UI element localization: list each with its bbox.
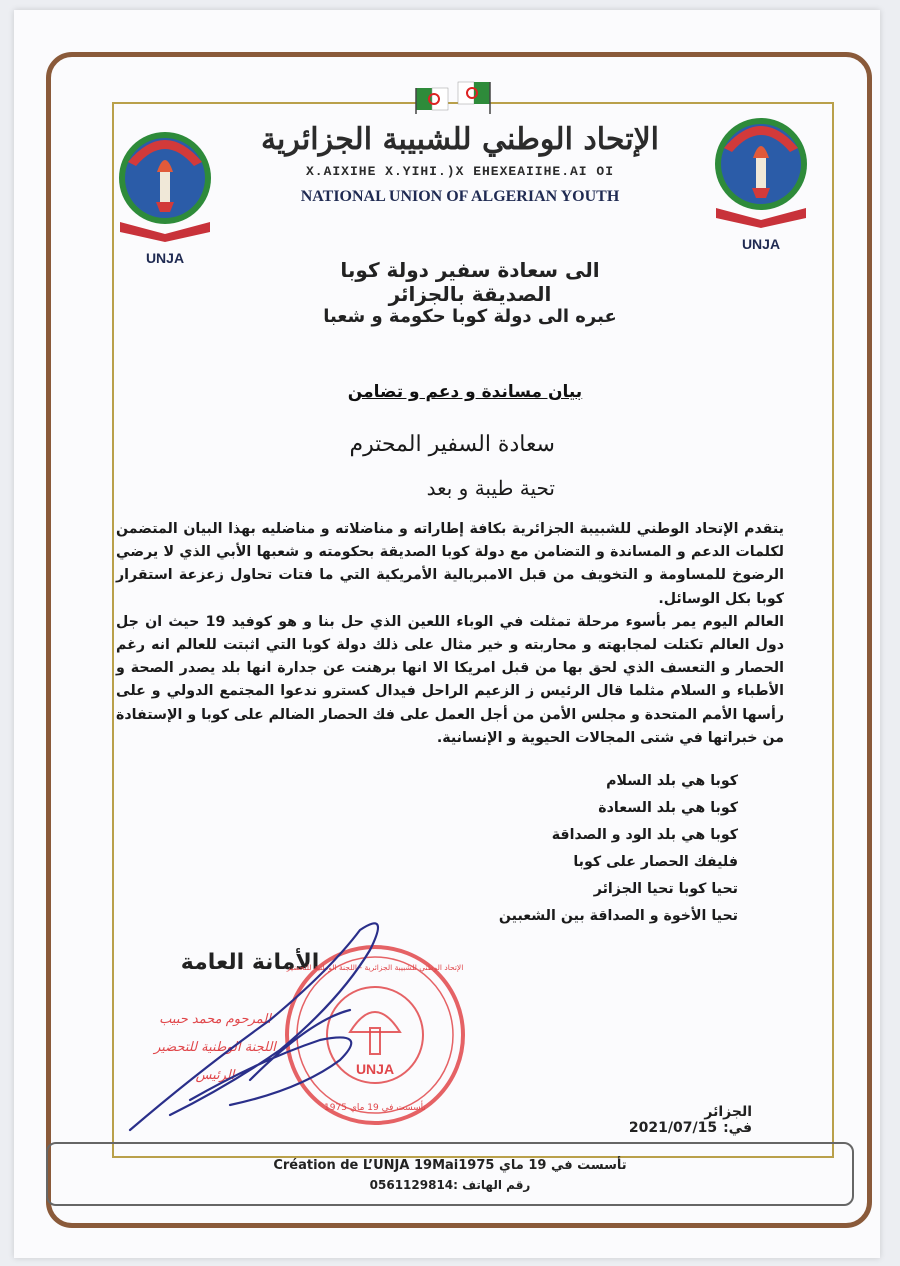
unja-emblem-icon bbox=[110, 122, 220, 244]
unja-logo-left bbox=[110, 122, 220, 266]
footer-phone-value: 0561129814 bbox=[369, 1178, 454, 1192]
slogan-item: تحيا كوبا تحيا الجزائر bbox=[593, 881, 738, 897]
addressee-line-1: الى سعادة سفير دولة كوبا الصديقة بالجزائر bbox=[340, 258, 600, 306]
slogan-item: كوبا هي بلد السلام bbox=[606, 773, 738, 789]
footer-phone-label: رقم الهاتف : bbox=[453, 1178, 531, 1192]
footer-box bbox=[46, 1142, 854, 1206]
footer-founding-line bbox=[48, 1158, 852, 1173]
flags-emblem bbox=[410, 74, 500, 114]
body-paragraph-2: العالم اليوم يمر بأسوء مرحلة تمثلت في الوباء اللعين الذي حل بنا و هو كوفيد 19 حيث ان جل دول العالم تكتلت لمجابهته و محاربته و خير مثال على ذلك دولة كوبا التي اثبتت للعالم انه رغم الحصار و التعسف الذي لحق بها من قبل امريكا الا انها برهنت عن جدارة انها بلد يصدر الصحة و الأطباء و السلام مثلما قال الرئيس ز الزعيم الراحل فيدال كسترو ندعوا المجتمع الدولي و على رأسها الأمم المتحدة و مجلس الأمن من أجل العمل على فك الحصار الضالم على كوبا و الإستفادة من خبراتها في شتى المجالات الحيوية و الإنسانية. bbox=[116, 613, 785, 746]
algerian-flag-left bbox=[416, 88, 448, 114]
signatory-role: الرئيس bbox=[195, 1068, 235, 1083]
org-name-english: NATIONAL UNION OF ALGERIAN YOUTH bbox=[300, 188, 620, 205]
letter-body bbox=[116, 518, 784, 750]
footer-founding-ar: تأسست في 19 ماي bbox=[498, 1158, 627, 1173]
unja-logo-label: UNJA bbox=[741, 236, 781, 252]
date-line bbox=[572, 1104, 752, 1136]
unja-emblem-icon bbox=[706, 108, 816, 230]
slogan-item: كوبا هي بلد السعادة bbox=[598, 800, 738, 816]
body-paragraph-1: يتقدم الإتحاد الوطني للشبيبة الجزائرية بكافة إطاراته و مناضلاته و مناضليه بهذا البيان المتضمن لكلمات الدعم و المساندة و التضامن مع دولة كوبا الصديقة بحكومته و شعبها الأبي الذي لا يرضي الرضوخ للمساومة و التخويف من قبل الامبريالية الأمريكية التي ما فتات تحاول زعزعة استقرار كوبا بكل الوسائل. bbox=[116, 521, 784, 607]
addressee-line-2: عبره الى دولة كوبا حكومة و شعبا bbox=[323, 306, 617, 327]
org-name-arabic: الإتحاد الوطني للشبيبة الجزائرية bbox=[260, 122, 660, 157]
unja-logo-right bbox=[706, 108, 816, 252]
signatory-committee: اللجنة الوطنية للتحضير bbox=[154, 1040, 276, 1055]
date-value: 2021/07/15 bbox=[628, 1120, 718, 1136]
date-label: الجزائر في: bbox=[704, 1104, 752, 1136]
stamp-bottom-text: تأسست في 19 ماي 1975 bbox=[324, 1103, 426, 1113]
unja-logo-label: UNJA bbox=[145, 250, 185, 266]
salutation-line-2: تحية طيبة و بعد bbox=[426, 476, 555, 500]
algerian-flag-right bbox=[458, 82, 490, 114]
org-name-tifinagh: X.AIXIHE X.YIHI.)X EHEXEAIIHE.AI OI bbox=[305, 164, 615, 179]
slogan-item: تحيا الأخوة و الصداقة بين الشعبين bbox=[498, 908, 738, 924]
stamp-label: UNJA bbox=[355, 1061, 395, 1077]
signatory-title: الأمانة العامة bbox=[180, 950, 320, 975]
stamp-ring-text: الإتحاد الوطني للشبيبة الجزائرية - اللجنة الوطنية للتحضير bbox=[286, 963, 464, 972]
footer-phone-line bbox=[48, 1178, 852, 1192]
salutation-line-1: سعادة السفير المحترم bbox=[349, 432, 555, 457]
letter-subject: بيان مساندة و دعم و تضامن bbox=[347, 382, 583, 402]
footer-founding-fr: Création de L’UNJA 19Mai1975 bbox=[273, 1158, 495, 1173]
handwritten-signature bbox=[110, 900, 410, 1150]
slogan-item: فليفك الحصار على كوبا bbox=[573, 854, 738, 870]
slogan-item: كوبا هي بلد الود و الصداقة bbox=[551, 827, 738, 843]
signatory-name: المرحوم محمد حبيب bbox=[159, 1012, 271, 1027]
